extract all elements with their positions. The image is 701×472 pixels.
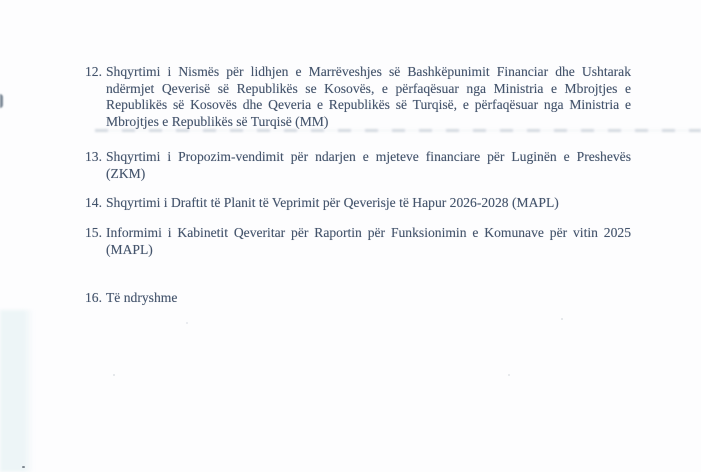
agenda-item-line: ndërmjet Qeverisë së Republikës se Kosovës, e përfaqësuar nga Ministria e Mbrojtjes e: [106, 80, 631, 96]
agenda-item-text: [106, 225, 631, 258]
agenda-item-text: [106, 290, 631, 307]
agenda-item-13: [85, 149, 631, 182]
agenda-item-number: 14.: [85, 195, 102, 210]
agenda-item-text: [106, 149, 631, 182]
agenda-item-line: Të ndryshme: [106, 290, 178, 305]
agenda-item-number: 16.: [85, 290, 102, 305]
scan-corner-tint-artifact: [0, 310, 34, 472]
agenda-item-14: [85, 195, 631, 212]
agenda-item-line: (ZKM): [106, 165, 146, 181]
agenda-item-line: Shqyrtimi i Draftit të Planit të Veprimit për Qeverisje të Hapur 2026-2028 (MAPL): [106, 195, 559, 210]
agenda-item-15: [85, 225, 631, 258]
agenda-item-line: Informimi i Kabinetit Qeveritar për Raportin për Funksionimin e Komunave për vitin 2025: [106, 225, 631, 240]
agenda-item-12: [85, 64, 631, 130]
agenda-item-number: 13.: [85, 149, 102, 164]
agenda-item-line: Shqyrtimi i Nismës për lidhjen e Marrëveshjes së Bashkëpunimit Financiar dhe Ushtarak: [106, 64, 631, 79]
agenda-item-text: [106, 64, 631, 130]
scan-speck-artifact: [186, 322, 188, 324]
scan-edge-smudge-artifact: [0, 94, 3, 108]
agenda-item-number: 15.: [85, 225, 102, 240]
agenda-item-line: (MAPL): [106, 241, 153, 257]
scan-speck-artifact: [113, 374, 115, 376]
agenda-item-line: Shqyrtimi i Propozim-vendimit për ndarjen e mjeteve financiare për Luginën e Preshevës: [106, 149, 631, 164]
scan-speck-artifact: [561, 318, 563, 320]
scan-speck-artifact: [508, 374, 510, 376]
agenda-item-line: Mbrojtjes e Republikës së Turqisë (MM): [106, 113, 329, 129]
scan-speck-artifact: [22, 466, 25, 468]
agenda-item-number: 12.: [85, 64, 102, 79]
agenda-list: [85, 64, 631, 307]
agenda-item-text: [106, 195, 631, 212]
agenda-item-line: Republikës së Kosovës dhe Qeveria e Republikës së Turqisë, e përfaqësuar nga Ministria e: [106, 97, 631, 112]
agenda-item-16: [85, 290, 631, 307]
